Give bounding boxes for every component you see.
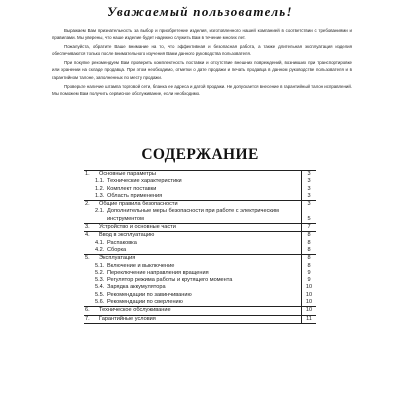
toc-subrow [84,263,316,270]
intro-paragraph: Проверьте наличие штампа торговой сети, бланка ее адреса и датой продажи. Не допускается внесение в гарантийный талон исправлений. Мы поможем Вам получить сервисное обслуживание, если необходимо. [52,83,352,96]
toc-subrow [84,208,316,223]
toc-number: 7. [85,315,90,322]
toc-page-number: 7 [301,224,316,231]
toc-section [84,316,316,324]
toc-sub-title: Рекомендации по сверлению [107,299,183,306]
toc-subrow [84,299,316,306]
toc-section [84,255,316,307]
toc-section [84,307,316,315]
toc-sub-title: Технические характеристики [107,178,182,185]
toc-number: 6. [85,307,90,314]
toc-title-text: Основные параметры [99,171,156,177]
toc-sub-page-number: 3 [301,186,316,193]
toc-sub-title: Распаковка [107,239,137,246]
toc-sub-page-number: 10 [301,284,316,291]
toc-subrow [84,178,316,185]
toc-sub-number: 1.1. [95,178,105,185]
toc-sub-number: 1.2. [95,185,105,192]
toc-title-text: Гарантийные условия [99,315,156,322]
toc-page-number: 8 [301,255,316,262]
toc-subrow [84,292,316,299]
toc-title-text: Эксплуатация [99,255,136,262]
toc-number: 1. [85,171,90,177]
toc-row [84,316,316,323]
toc-page-number: 3 [301,201,316,208]
toc-title-text: Общие правила безопасности [99,201,178,208]
toc-row [84,255,316,262]
toc-sub-page-number: 10 [301,299,316,306]
toc-subrow [84,284,316,291]
toc-sub-number: 4.1. [95,239,105,246]
toc-subrow [84,193,316,200]
toc-sub-title: Сборка [107,246,127,253]
toc-row [84,171,316,178]
toc-page-number: 3 [301,171,316,178]
toc-row [84,307,316,314]
toc-sub-page-number: 8 [301,263,316,270]
toc-sub-title: Регулятор режима работы и крутящего момента [107,277,233,284]
toc-sub-page-number: 8 [301,247,316,254]
toc-subrow [84,247,316,254]
toc-sub-page-number: 3 [301,193,316,200]
toc-sub-title: Зарядка аккумулятора [107,284,166,291]
greeting-heading: Уважаемый пользователь! [107,4,293,19]
toc-sub-page-number: 10 [301,292,316,299]
toc-sub-number: 5.3. [95,277,105,284]
toc-sub-page-number: 9 [301,270,316,277]
toc-subrow [84,277,316,284]
intro-text [52,27,352,99]
toc-sub-number: 5.5. [95,291,105,298]
toc-number: 4. [85,232,90,239]
toc-sub-title: Рекомендации по завинчиванию [107,291,192,298]
toc-sub-number: 1.3. [95,192,105,199]
toc-section [84,201,316,224]
toc-row [84,201,316,208]
toc-table [84,170,316,324]
toc-page-number: 11 [301,316,316,323]
toc-sub-title: Комплект поставки [107,185,157,192]
intro-paragraph: Пожалуйста, обратите Ваше внимание на то, что эффективная и безопасная работа, а также длительная эксплуатация изделия обеспечиваются только после внимательного изучения Вами данного руководства пользователя. [52,44,352,57]
toc-sub-number: 4.2. [95,246,105,253]
toc-title-text: Ввод в эксплуатацию [99,232,155,239]
toc-sub-number: 5.2. [95,269,105,276]
toc-subrow [84,186,316,193]
toc-title-text: Техническое обслуживание [99,307,171,314]
toc-section [84,224,316,232]
toc-row [84,232,316,239]
toc-sub-title: Включение и выключение [107,262,175,269]
toc-title: СОДЕРЖАНИЕ [141,146,259,163]
toc-sub-page-number: 9 [301,277,316,284]
toc-page-number: 10 [301,307,316,314]
toc-sub-title: Дополнительные меры безопасности при работе с электрическим инструментом [107,208,279,222]
toc-number: 5. [85,255,90,262]
toc-subrow [84,270,316,277]
toc-sub-number: 5.4. [95,284,105,291]
toc-sub-page-number: 5 [301,208,316,223]
intro-paragraph: При покупке рекомендуем Вам проверить комплектность поставки и отсутствие внешних повреждений, возникших при транспортировке или хранении на складе продавца. При этом необходимо, отметки о дате продажи и печать продавца в данном руководстве пользователя и в гарантийном талоне, заполненных по месту продажи. [52,60,352,80]
toc-sub-page-number: 3 [301,178,316,185]
toc-sub-title: Область применения [107,192,163,199]
toc-section [84,232,316,255]
toc-sub-page-number: 8 [301,240,316,247]
toc-sub-number: 5.1. [95,262,105,269]
toc-row [84,224,316,231]
toc-number: 2. [85,201,90,208]
toc-sub-number: 5.6. [95,299,105,306]
toc-sub-title: Переключение направления вращения [107,269,209,276]
toc-section [84,171,316,201]
toc-subrow [84,240,316,247]
toc-title-text: Устройство и основные части [99,224,176,231]
toc-page-number: 8 [301,232,316,239]
toc-sub-number: 2.1. [95,208,105,215]
toc-number: 3. [85,224,90,231]
intro-paragraph: Выражаем Вам признательность за выбор и приобретение изделия, изготовленного нашей компанией в соответствии с требованиями и правилами. Мы уверены, что наше изделие будет надежно служить Вам в течение многих лет. [52,28,352,41]
